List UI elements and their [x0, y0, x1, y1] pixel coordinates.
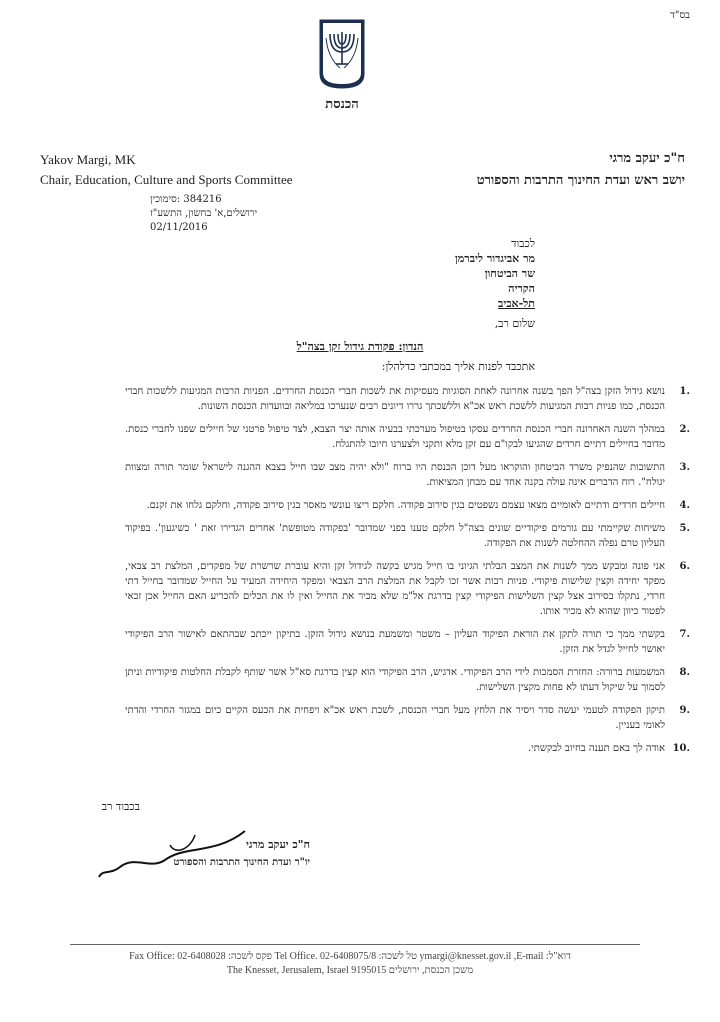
- footer-divider: [70, 944, 640, 945]
- signature-title: יו"ר ועדת החינוך התרבות והספורט: [173, 857, 310, 868]
- item-number: .2: [679, 424, 690, 435]
- item-number: .8: [679, 667, 690, 678]
- list-item: [125, 665, 690, 695]
- footer-address: משכן הכנסת, ירושלים The Knesset, Jerusalem, Israel 9195015: [226, 965, 474, 976]
- emblem-caption: הכנסת: [325, 97, 359, 112]
- addressee-line: לכבוד: [511, 237, 535, 250]
- letter-items: [125, 384, 690, 764]
- addressee-line: תל-אביב: [498, 297, 535, 310]
- list-item: [125, 703, 690, 733]
- sender-name-en: Yakov Margi, MK: [40, 152, 136, 167]
- item-text: אני פונה ומבקש ממך לשנות את המצב הבלתי הגיוני בו חייל מגיש בקשה לגידול זקן והיא עוברת שרשרת של מפקדים, המלצת רב צבאי, מפקד יחידה וקצין שלישות פיקודי. פניות רבות אשר זכו לקבל את המלצת הרב הצבאי ומפקד היחידה המעיד על החייל שמדובר בחייל דתי חרדי, נתקלו בסירוב אצל קצין השלישות הפיקודי קצין בדרגת אל"מ שלא מכיר את החייל ואין לו את הכלים להכריע האם החייל אכן זכאי לפטור כיוון שהוא לא מכיר אותו.: [125, 561, 665, 617]
- addressee-block: [455, 236, 535, 311]
- list-item: [125, 384, 690, 414]
- list-item: [125, 498, 690, 513]
- list-item: [125, 422, 690, 452]
- item-number: .3: [679, 462, 690, 473]
- item-text: חיילים חרדים ודתיים לאומיים מצאו עצמם נשפטים בגין סירוב פקודה. חלקם ריצו עונשי מאסר בגין סירוב פקודה, וחלקם גלחו את זקנם.: [146, 500, 665, 511]
- sender-title-en: Chair, Education, Culture and Sports Committee: [40, 172, 293, 187]
- hebrew-date: ירושלים,א' בחשון, התשע"ז: [150, 208, 258, 219]
- list-item: [125, 627, 690, 657]
- addressee-line: מר אביגדור ליברמן: [454, 252, 535, 265]
- sender-english: [40, 150, 293, 190]
- list-item: [125, 559, 690, 619]
- item-number: .7: [679, 629, 690, 640]
- item-text: נושא גידול הזקן בצה"ל הפך בשנה אחרונה לאחת הסוגיות מעסיקות את לשכות חברי הכנסת החרדים. הפניות הרבות המגיעות ללשכות חברי הכנסת, כמו פניות רבות המגיעות ללשכת ראש אכ"א וללשכתך גררו דיונים רבים שנערכו במליאה ובוועדות הכנסת השונות.: [125, 386, 665, 412]
- bsd-mark: בס"ד: [670, 10, 690, 21]
- item-text: בקשתי ממך כי תורה לתקן את הוראת הפיקוד העליון – משטר ומשמעת בנושא גידול הזקן. בתיקון ייכתב שבהתאם לאישור הרב הפיקודי יאושר לחייל לגדל את הזקן.: [125, 629, 665, 655]
- item-text: תיקון הפקודה לטעמי יעשה סדר ויסיר את הלחץ מעל חברי הכנסת, לשכת ראש אכ"א ויפחית את הכעס הקיים כיום במגזר החרדי והדתי לאומי בעניין.: [125, 705, 665, 731]
- list-item: [125, 521, 690, 551]
- item-text: במהלך השנה האחרונה חברי הכנסת החרדים עסקו בטיפול מערכתי בבעיה אותה יצר הצבא, לצד טיפול פרטני של חיילים שפנו לחברי כנסת. מדובר בחיילים דתיים חרדים שהגיעו לבקו"ם עם זקן מלא ותקני ולצערנו חיובו להתגלח.: [125, 424, 665, 450]
- footer-contact: דוא"ל: ymargi@knesset.gov.il ,E-mail טל לשכה: 02-6408075/8 .Tel Office פקס לשכה: Fax Office: 02-6408028: [129, 951, 571, 962]
- item-text: אודה לך באם תענה בחיוב לבקשתי.: [528, 743, 665, 754]
- item-number: .1: [679, 386, 690, 397]
- item-number: .6: [679, 561, 690, 572]
- item-number: .4: [679, 500, 690, 511]
- sender-title-he: יושב ראש ועדת החינוך התרבות והספורט: [476, 173, 685, 188]
- greeting: שלום רב,: [494, 317, 535, 330]
- signature-name: ח"כ יעקב מרגי: [245, 838, 310, 851]
- item-number: .10: [672, 743, 690, 754]
- reference-block: [150, 193, 257, 235]
- closing: בכבוד רב: [101, 800, 140, 813]
- reference-number: 384216 :סימוכין: [150, 194, 222, 205]
- footer: [30, 950, 670, 978]
- item-text: המשמעות ברורה: החזרת הסמכות לידי הרב הפיקודי. אדגיש, הרב הפיקודי הוא קצין בדרגת סא"ל אשר שותף לקבלת החלטות פיקודיות וניתן לסמוך על שיקול דעתו לא פחות מקצין השלישות.: [125, 667, 665, 693]
- list-item: [125, 741, 690, 756]
- item-number: .9: [679, 705, 690, 716]
- subject-line: הנדון: פקודת גידול זקן בצה"ל: [296, 340, 424, 353]
- handwritten-signature: [95, 825, 255, 880]
- item-number: .5: [679, 523, 690, 534]
- letter-date: 02/11/2016: [150, 222, 208, 233]
- intro-line: אתכבד לפנות אליך במכתבי כדלהלן:: [381, 360, 535, 373]
- addressee-line: שר הביטחון: [484, 267, 535, 280]
- item-text: התשובות שהנפיק משרד הביטחון והוקראו מעל דוכן הכנסת היו ברוח "ולא יהיה מצב שבו חייל בצבא ההגנה לישראל שומר תורה ומצוות יגולח". רוח הדברים אינה עולה בקנה אחד עם מבחן המציאות.: [125, 462, 665, 488]
- list-item: [125, 460, 690, 490]
- item-text: משיחות שקיימתי עם גורמים פיקודיים שונים בצה"ל חלקם טענו בפני שמדובר 'בפקודה מטופשת' אחרים הגדירו זאת ' כשיגעון'. בפיקוד העליון טרם נפלה ההחלטה לשנות את הפקודה.: [125, 523, 665, 549]
- sender-hebrew: [477, 148, 685, 192]
- addressee-line: הקריה: [508, 282, 535, 295]
- menorah-emblem-icon: [318, 18, 366, 90]
- sender-name-he: ח"כ יעקב מרגי: [609, 151, 685, 166]
